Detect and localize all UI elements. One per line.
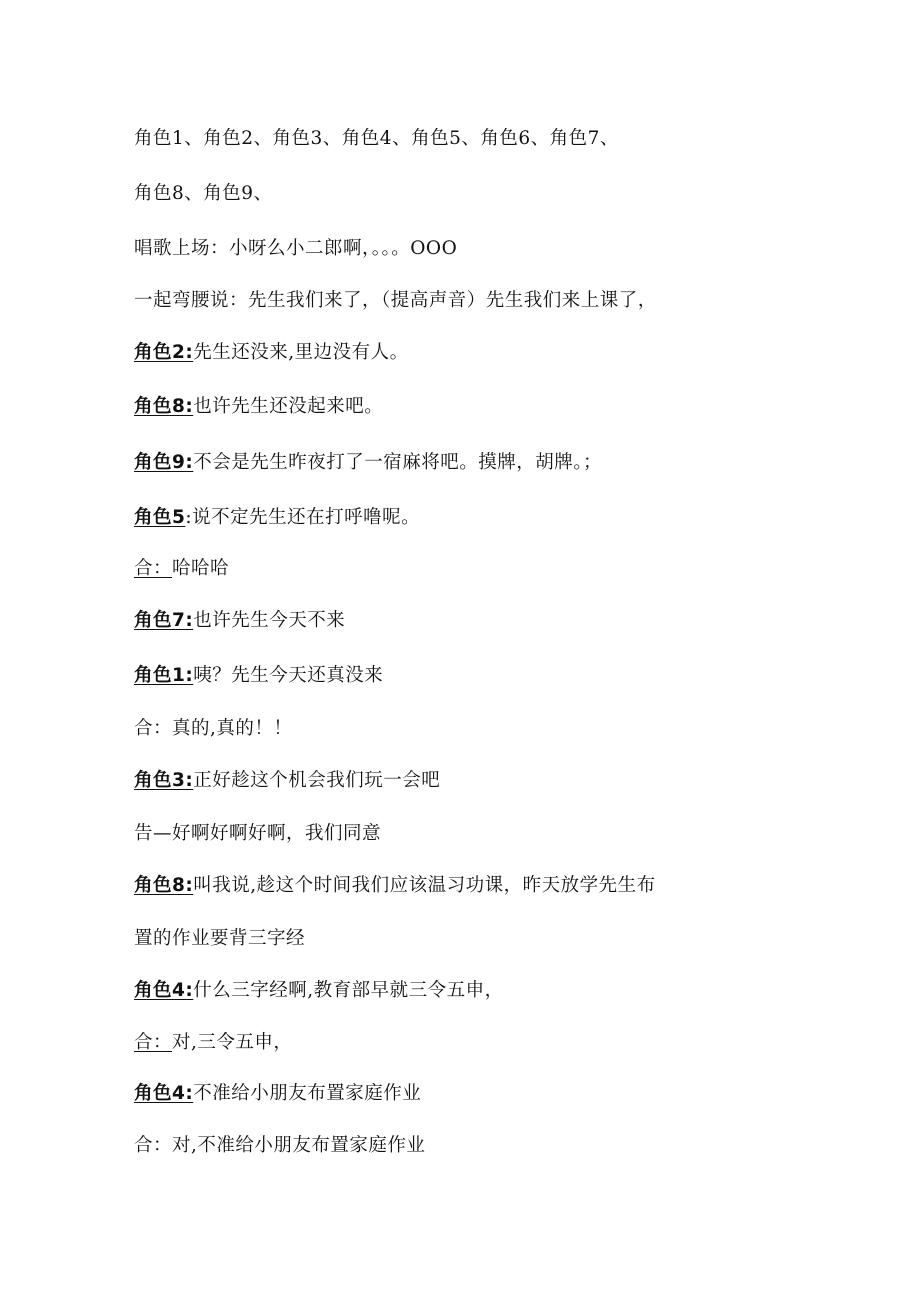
speaker-label: 角色5 [134,507,186,528]
cast-list-line-2: 角色8、角色9、 [134,183,273,204]
stage-direction-song: 唱歌上场：小呀么小二郎啊，。。。OOO [134,238,458,259]
dialogue-line: 角色4:什么三字经啊,教育部早就三令五申， [134,980,504,1001]
speaker-label: 角色8: [134,875,194,896]
dialogue-line: 告—好啊好啊好啊，我们同意 [134,823,382,844]
speaker-label: 合： [134,558,173,579]
dialogue-line: 角色9:不会是先生昨夜打了一宿麻将吧。摸牌，胡牌。； [134,452,603,473]
dialogue-line: 合：对,不准给小朋友布置家庭作业 [134,1135,426,1156]
speaker-label: 角色2: [134,342,194,363]
dialogue-line: 角色2:先生还没来,里边没有人。 [134,342,409,363]
speaker-label: 角色7: [134,610,194,631]
speaker-label: 角色4: [134,1083,194,1104]
dialogue-line: 合：真的,真的！！ [134,718,293,739]
cast-list-line-1: 角色1、角色2、角色3、角色4、角色5、角色6、角色7、 [134,128,619,149]
dialogue-line: 角色1:咦？先生今天还真没来 [134,665,384,686]
dialogue-line: 角色4:不准给小朋友布置家庭作业 [134,1083,422,1104]
dialogue-line: 角色8:也许先生还没起来吧。 [134,396,384,417]
dialogue-line: 合：哈哈哈 [134,558,230,579]
speaker-label: 角色9: [134,452,194,473]
speaker-label: 合： [134,1032,173,1053]
dialogue-line: 角色7:也许先生今天不来 [134,610,346,631]
dialogue-continuation: 置的作业要背三字经 [134,928,306,949]
speaker-label: 角色3: [134,770,194,791]
dialogue-line: 合：对,三令五申， [134,1032,293,1053]
dialogue-line: 角色3:正好趁这个机会我们玩一会吧 [134,770,441,791]
speaker-label: 角色8: [134,396,194,417]
stage-direction-bow: 一起弯腰说：先生我们来了，（提高声音）先生我们来上课了， [134,290,657,311]
speaker-label: 角色1: [134,665,194,686]
dialogue-line: 角色8:叫我说,趁这个时间我们应该温习功课，昨天放学先生布 [134,875,656,896]
dialogue-line: 角色5:说不定先生还在打呼噜呢。 [134,507,421,528]
speaker-label: 角色4: [134,980,194,1001]
